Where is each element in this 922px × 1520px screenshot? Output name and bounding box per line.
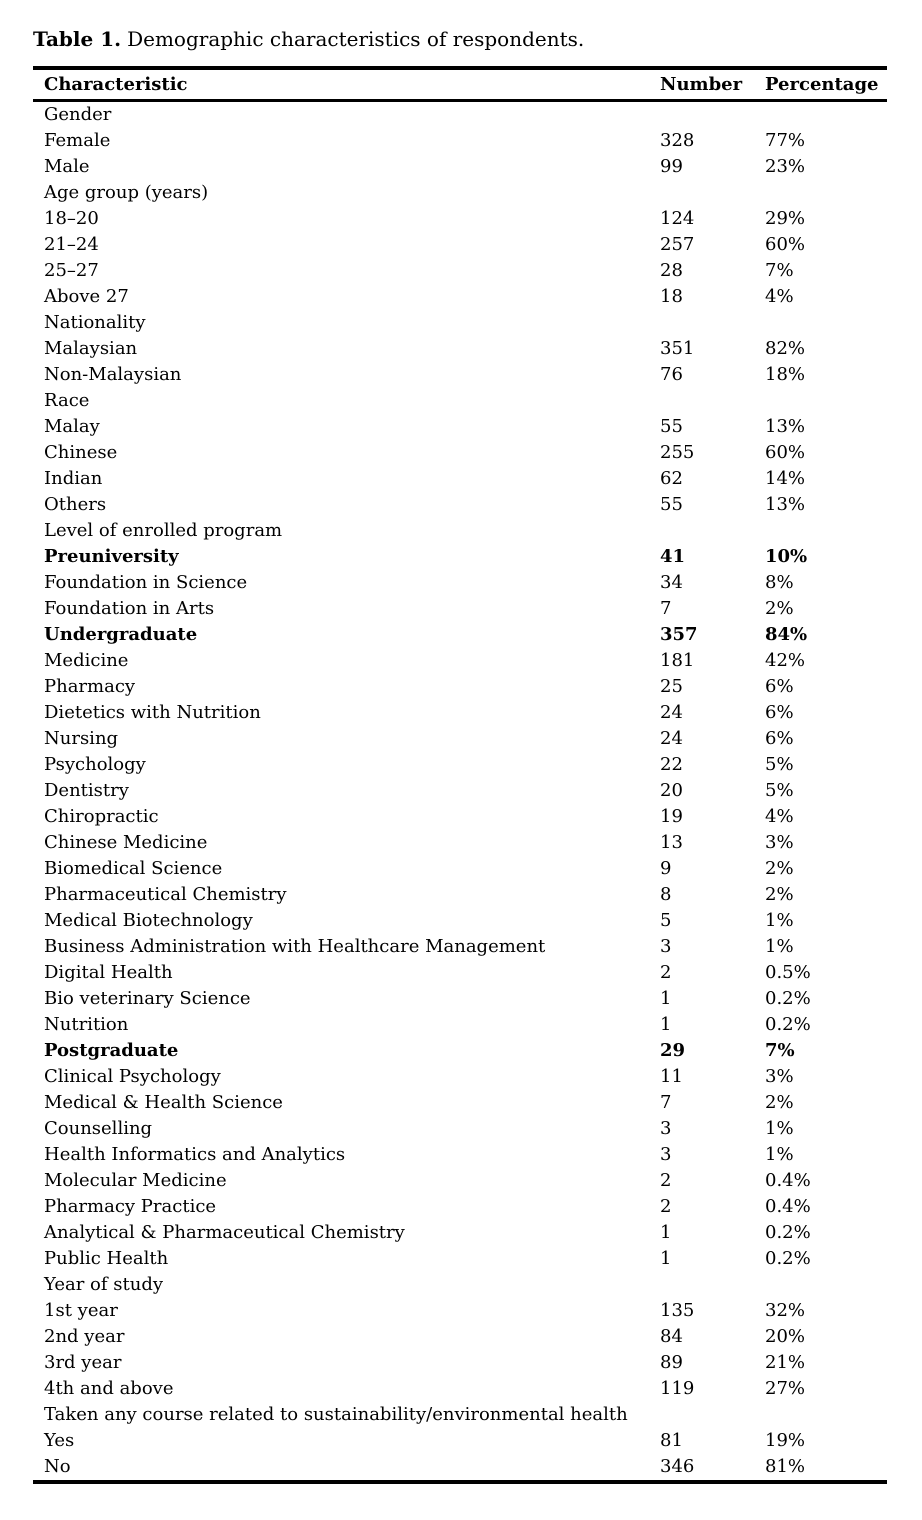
row-percentage: 0.2%	[765, 1222, 811, 1243]
row-percentage: 3%	[765, 1066, 794, 1087]
row-characteristic: Undergraduate	[44, 624, 198, 645]
row-number: 34	[660, 572, 683, 593]
table-row	[33, 1246, 887, 1272]
table-row	[33, 310, 887, 336]
row-characteristic: Bio veterinary Science	[44, 988, 251, 1009]
row-characteristic: Malaysian	[44, 338, 138, 359]
row-percentage	[765, 310, 887, 336]
row-characteristic: 4th and above	[44, 1378, 174, 1399]
column-header-number: Number	[660, 74, 743, 95]
row-number: 18	[660, 286, 683, 307]
row-number: 22	[660, 754, 683, 775]
table-row	[33, 700, 887, 726]
row-percentage: 10%	[765, 546, 808, 567]
row-number: 19	[660, 806, 683, 827]
row-characteristic: Nutrition	[44, 1014, 129, 1035]
row-number: 346	[660, 1456, 695, 1477]
row-characteristic: Medical & Health Science	[44, 1092, 283, 1113]
row-characteristic: Foundation in Arts	[44, 598, 215, 619]
table-row	[33, 778, 887, 804]
row-number: 3	[660, 936, 672, 957]
row-percentage: 0.2%	[765, 1248, 811, 1269]
row-characteristic: 1st year	[44, 1300, 118, 1321]
table-caption-label: Table 1.	[33, 27, 122, 51]
row-number: 24	[660, 702, 683, 723]
table-body	[33, 101, 887, 1483]
row-number: 357	[660, 624, 698, 645]
row-percentage	[765, 388, 887, 414]
row-number: 181	[660, 650, 695, 671]
row-number: 7	[660, 598, 672, 619]
row-number	[660, 180, 765, 206]
row-characteristic: Race	[44, 390, 90, 411]
row-characteristic: Pharmaceutical Chemistry	[44, 884, 287, 905]
row-percentage	[765, 1402, 887, 1428]
table-row	[33, 1402, 887, 1428]
row-percentage	[765, 101, 887, 129]
row-characteristic: Age group (years)	[44, 182, 209, 203]
row-characteristic: Biomedical Science	[44, 858, 223, 879]
row-number: 29	[660, 1040, 686, 1061]
row-number: 1	[660, 1248, 672, 1269]
table-row	[33, 1012, 887, 1038]
row-number	[660, 1272, 765, 1298]
row-number: 25	[660, 676, 683, 697]
row-characteristic: Nursing	[44, 728, 119, 749]
table-row	[33, 232, 887, 258]
row-characteristic: Indian	[44, 468, 103, 489]
table-row	[33, 1090, 887, 1116]
row-characteristic: Medical Biotechnology	[44, 910, 253, 931]
row-percentage: 27%	[765, 1378, 806, 1399]
row-characteristic: Male	[44, 156, 90, 177]
row-number: 2	[660, 1170, 672, 1191]
row-characteristic: 18–20	[44, 208, 99, 229]
row-characteristic: Digital Health	[44, 962, 173, 983]
column-header-percentage: Percentage	[765, 74, 879, 95]
row-percentage: 0.4%	[765, 1196, 811, 1217]
row-number: 55	[660, 494, 683, 515]
table-row	[33, 466, 887, 492]
table-row	[33, 1324, 887, 1350]
row-percentage: 60%	[765, 234, 806, 255]
row-percentage: 2%	[765, 858, 794, 879]
row-number: 124	[660, 208, 695, 229]
row-characteristic: Taken any course related to sustainability/environmental health	[44, 1404, 628, 1425]
row-number: 55	[660, 416, 683, 437]
row-number: 3	[660, 1118, 672, 1139]
table-row	[33, 934, 887, 960]
row-characteristic: 3rd year	[44, 1352, 122, 1373]
table-row	[33, 1142, 887, 1168]
row-characteristic: Chinese Medicine	[44, 832, 208, 853]
row-number: 135	[660, 1300, 695, 1321]
row-characteristic: Health Informatics and Analytics	[44, 1144, 346, 1165]
table-row	[33, 518, 887, 544]
row-percentage: 5%	[765, 780, 794, 801]
table-row	[33, 1428, 887, 1454]
row-percentage: 23%	[765, 156, 806, 177]
row-characteristic: Gender	[44, 104, 112, 125]
row-number: 8	[660, 884, 672, 905]
row-number: 28	[660, 260, 683, 281]
row-percentage: 82%	[765, 338, 806, 359]
table-row	[33, 596, 887, 622]
row-number: 351	[660, 338, 695, 359]
row-percentage: 2%	[765, 598, 794, 619]
row-characteristic: Above 27	[44, 286, 129, 307]
row-number	[660, 518, 765, 544]
table-row	[33, 726, 887, 752]
table-row	[33, 101, 887, 129]
row-characteristic: Analytical & Pharmaceutical Chemistry	[44, 1222, 405, 1243]
row-characteristic: No	[44, 1456, 71, 1477]
row-characteristic: Non-Malaysian	[44, 364, 182, 385]
row-percentage: 1%	[765, 1144, 794, 1165]
row-characteristic: Year of study	[44, 1274, 164, 1295]
row-characteristic: Business Administration with Healthcare Management	[44, 936, 546, 957]
table-row	[33, 284, 887, 310]
row-percentage: 7%	[765, 260, 794, 281]
row-number: 41	[660, 546, 686, 567]
row-characteristic: 2nd year	[44, 1326, 125, 1347]
row-characteristic: Dietetics with Nutrition	[44, 702, 261, 723]
row-percentage: 19%	[765, 1430, 806, 1451]
table-row	[33, 804, 887, 830]
table-row	[33, 1194, 887, 1220]
row-percentage: 4%	[765, 286, 794, 307]
table-row	[33, 492, 887, 518]
row-percentage: 4%	[765, 806, 794, 827]
row-number	[660, 1402, 765, 1428]
row-characteristic: 21–24	[44, 234, 99, 255]
table-row	[33, 1298, 887, 1324]
table-row	[33, 1376, 887, 1402]
row-percentage: 6%	[765, 728, 794, 749]
row-percentage: 0.5%	[765, 962, 811, 983]
table-row	[33, 752, 887, 778]
row-number: 119	[660, 1378, 695, 1399]
row-characteristic: Malay	[44, 416, 100, 437]
row-percentage: 1%	[765, 1118, 794, 1139]
row-characteristic: Preuniversity	[44, 546, 179, 567]
table-caption	[33, 25, 887, 53]
row-number: 13	[660, 832, 683, 853]
table-row	[33, 648, 887, 674]
table-row	[33, 206, 887, 232]
row-percentage: 32%	[765, 1300, 806, 1321]
table-row	[33, 440, 887, 466]
table-row	[33, 570, 887, 596]
demographics-table	[33, 66, 887, 1484]
row-characteristic: Clinical Psychology	[44, 1066, 221, 1087]
column-header-characteristic: Characteristic	[44, 74, 188, 95]
table-row	[33, 622, 887, 648]
row-percentage	[765, 1272, 887, 1298]
row-characteristic: Female	[44, 130, 111, 151]
row-characteristic: Psychology	[44, 754, 146, 775]
row-percentage: 0.2%	[765, 1014, 811, 1035]
row-percentage: 1%	[765, 910, 794, 931]
row-number: 255	[660, 442, 695, 463]
table-row	[33, 544, 887, 570]
row-percentage: 29%	[765, 208, 806, 229]
table-header	[33, 68, 887, 101]
row-number: 9	[660, 858, 672, 879]
row-percentage: 2%	[765, 1092, 794, 1113]
row-characteristic: Yes	[44, 1430, 75, 1451]
table-row	[33, 362, 887, 388]
row-percentage	[765, 180, 887, 206]
table-caption-text: Demographic characteristics of respondents.	[127, 27, 585, 51]
table-row	[33, 1168, 887, 1194]
table-header-row	[33, 68, 887, 101]
row-number: 84	[660, 1326, 683, 1347]
row-number	[660, 388, 765, 414]
row-characteristic: Medicine	[44, 650, 129, 671]
table-row	[33, 336, 887, 362]
table-row	[33, 1272, 887, 1298]
row-characteristic: Level of enrolled program	[44, 520, 283, 541]
row-percentage: 8%	[765, 572, 794, 593]
row-percentage: 81%	[765, 1456, 806, 1477]
row-percentage: 13%	[765, 416, 806, 437]
table-row	[33, 674, 887, 700]
table-row	[33, 986, 887, 1012]
row-number: 76	[660, 364, 683, 385]
row-percentage	[765, 518, 887, 544]
row-number: 20	[660, 780, 683, 801]
table-row	[33, 882, 887, 908]
table-row	[33, 856, 887, 882]
table-row	[33, 154, 887, 180]
row-number: 5	[660, 910, 672, 931]
row-number: 257	[660, 234, 695, 255]
table-row	[33, 1350, 887, 1376]
table-row	[33, 1038, 887, 1064]
row-percentage: 3%	[765, 832, 794, 853]
row-characteristic: Public Health	[44, 1248, 169, 1269]
row-percentage: 2%	[765, 884, 794, 905]
row-characteristic: Pharmacy Practice	[44, 1196, 217, 1217]
row-number: 62	[660, 468, 683, 489]
table-row	[33, 1220, 887, 1246]
row-percentage: 7%	[765, 1040, 795, 1061]
row-percentage: 5%	[765, 754, 794, 775]
row-characteristic: Counselling	[44, 1118, 153, 1139]
row-number: 2	[660, 1196, 672, 1217]
row-characteristic: Dentistry	[44, 780, 129, 801]
table-row	[33, 1454, 887, 1482]
row-percentage: 0.4%	[765, 1170, 811, 1191]
table-row	[33, 180, 887, 206]
row-number	[660, 101, 765, 129]
table-row	[33, 908, 887, 934]
row-characteristic: Others	[44, 494, 107, 515]
row-number: 7	[660, 1092, 672, 1113]
row-percentage: 1%	[765, 936, 794, 957]
table-row	[33, 830, 887, 856]
row-characteristic: Chinese	[44, 442, 118, 463]
row-number: 2	[660, 962, 672, 983]
row-characteristic: Chiropractic	[44, 806, 159, 827]
row-percentage: 84%	[765, 624, 808, 645]
row-percentage: 21%	[765, 1352, 806, 1373]
row-characteristic: Foundation in Science	[44, 572, 248, 593]
row-number: 1	[660, 988, 672, 1009]
row-number: 81	[660, 1430, 683, 1451]
row-number: 1	[660, 1222, 672, 1243]
row-number: 89	[660, 1352, 683, 1373]
table-row	[33, 258, 887, 284]
row-percentage: 13%	[765, 494, 806, 515]
row-percentage: 0.2%	[765, 988, 811, 1009]
row-percentage: 60%	[765, 442, 806, 463]
row-percentage: 14%	[765, 468, 806, 489]
row-characteristic: Molecular Medicine	[44, 1170, 227, 1191]
row-number: 24	[660, 728, 683, 749]
row-percentage: 18%	[765, 364, 806, 385]
row-number: 11	[660, 1066, 683, 1087]
row-number: 3	[660, 1144, 672, 1165]
row-percentage: 42%	[765, 650, 806, 671]
table-row	[33, 128, 887, 154]
row-number: 1	[660, 1014, 672, 1035]
row-percentage: 20%	[765, 1326, 806, 1347]
row-percentage: 77%	[765, 130, 806, 151]
table-row	[33, 414, 887, 440]
table-row	[33, 1116, 887, 1142]
row-number	[660, 310, 765, 336]
table-row	[33, 1064, 887, 1090]
row-number: 99	[660, 156, 683, 177]
row-characteristic: Postgraduate	[44, 1040, 179, 1061]
row-percentage: 6%	[765, 702, 794, 723]
row-number: 328	[660, 130, 695, 151]
row-percentage: 6%	[765, 676, 794, 697]
row-characteristic: 25–27	[44, 260, 99, 281]
table-row	[33, 388, 887, 414]
row-characteristic: Pharmacy	[44, 676, 136, 697]
table-row	[33, 960, 887, 986]
row-characteristic: Nationality	[44, 312, 146, 333]
